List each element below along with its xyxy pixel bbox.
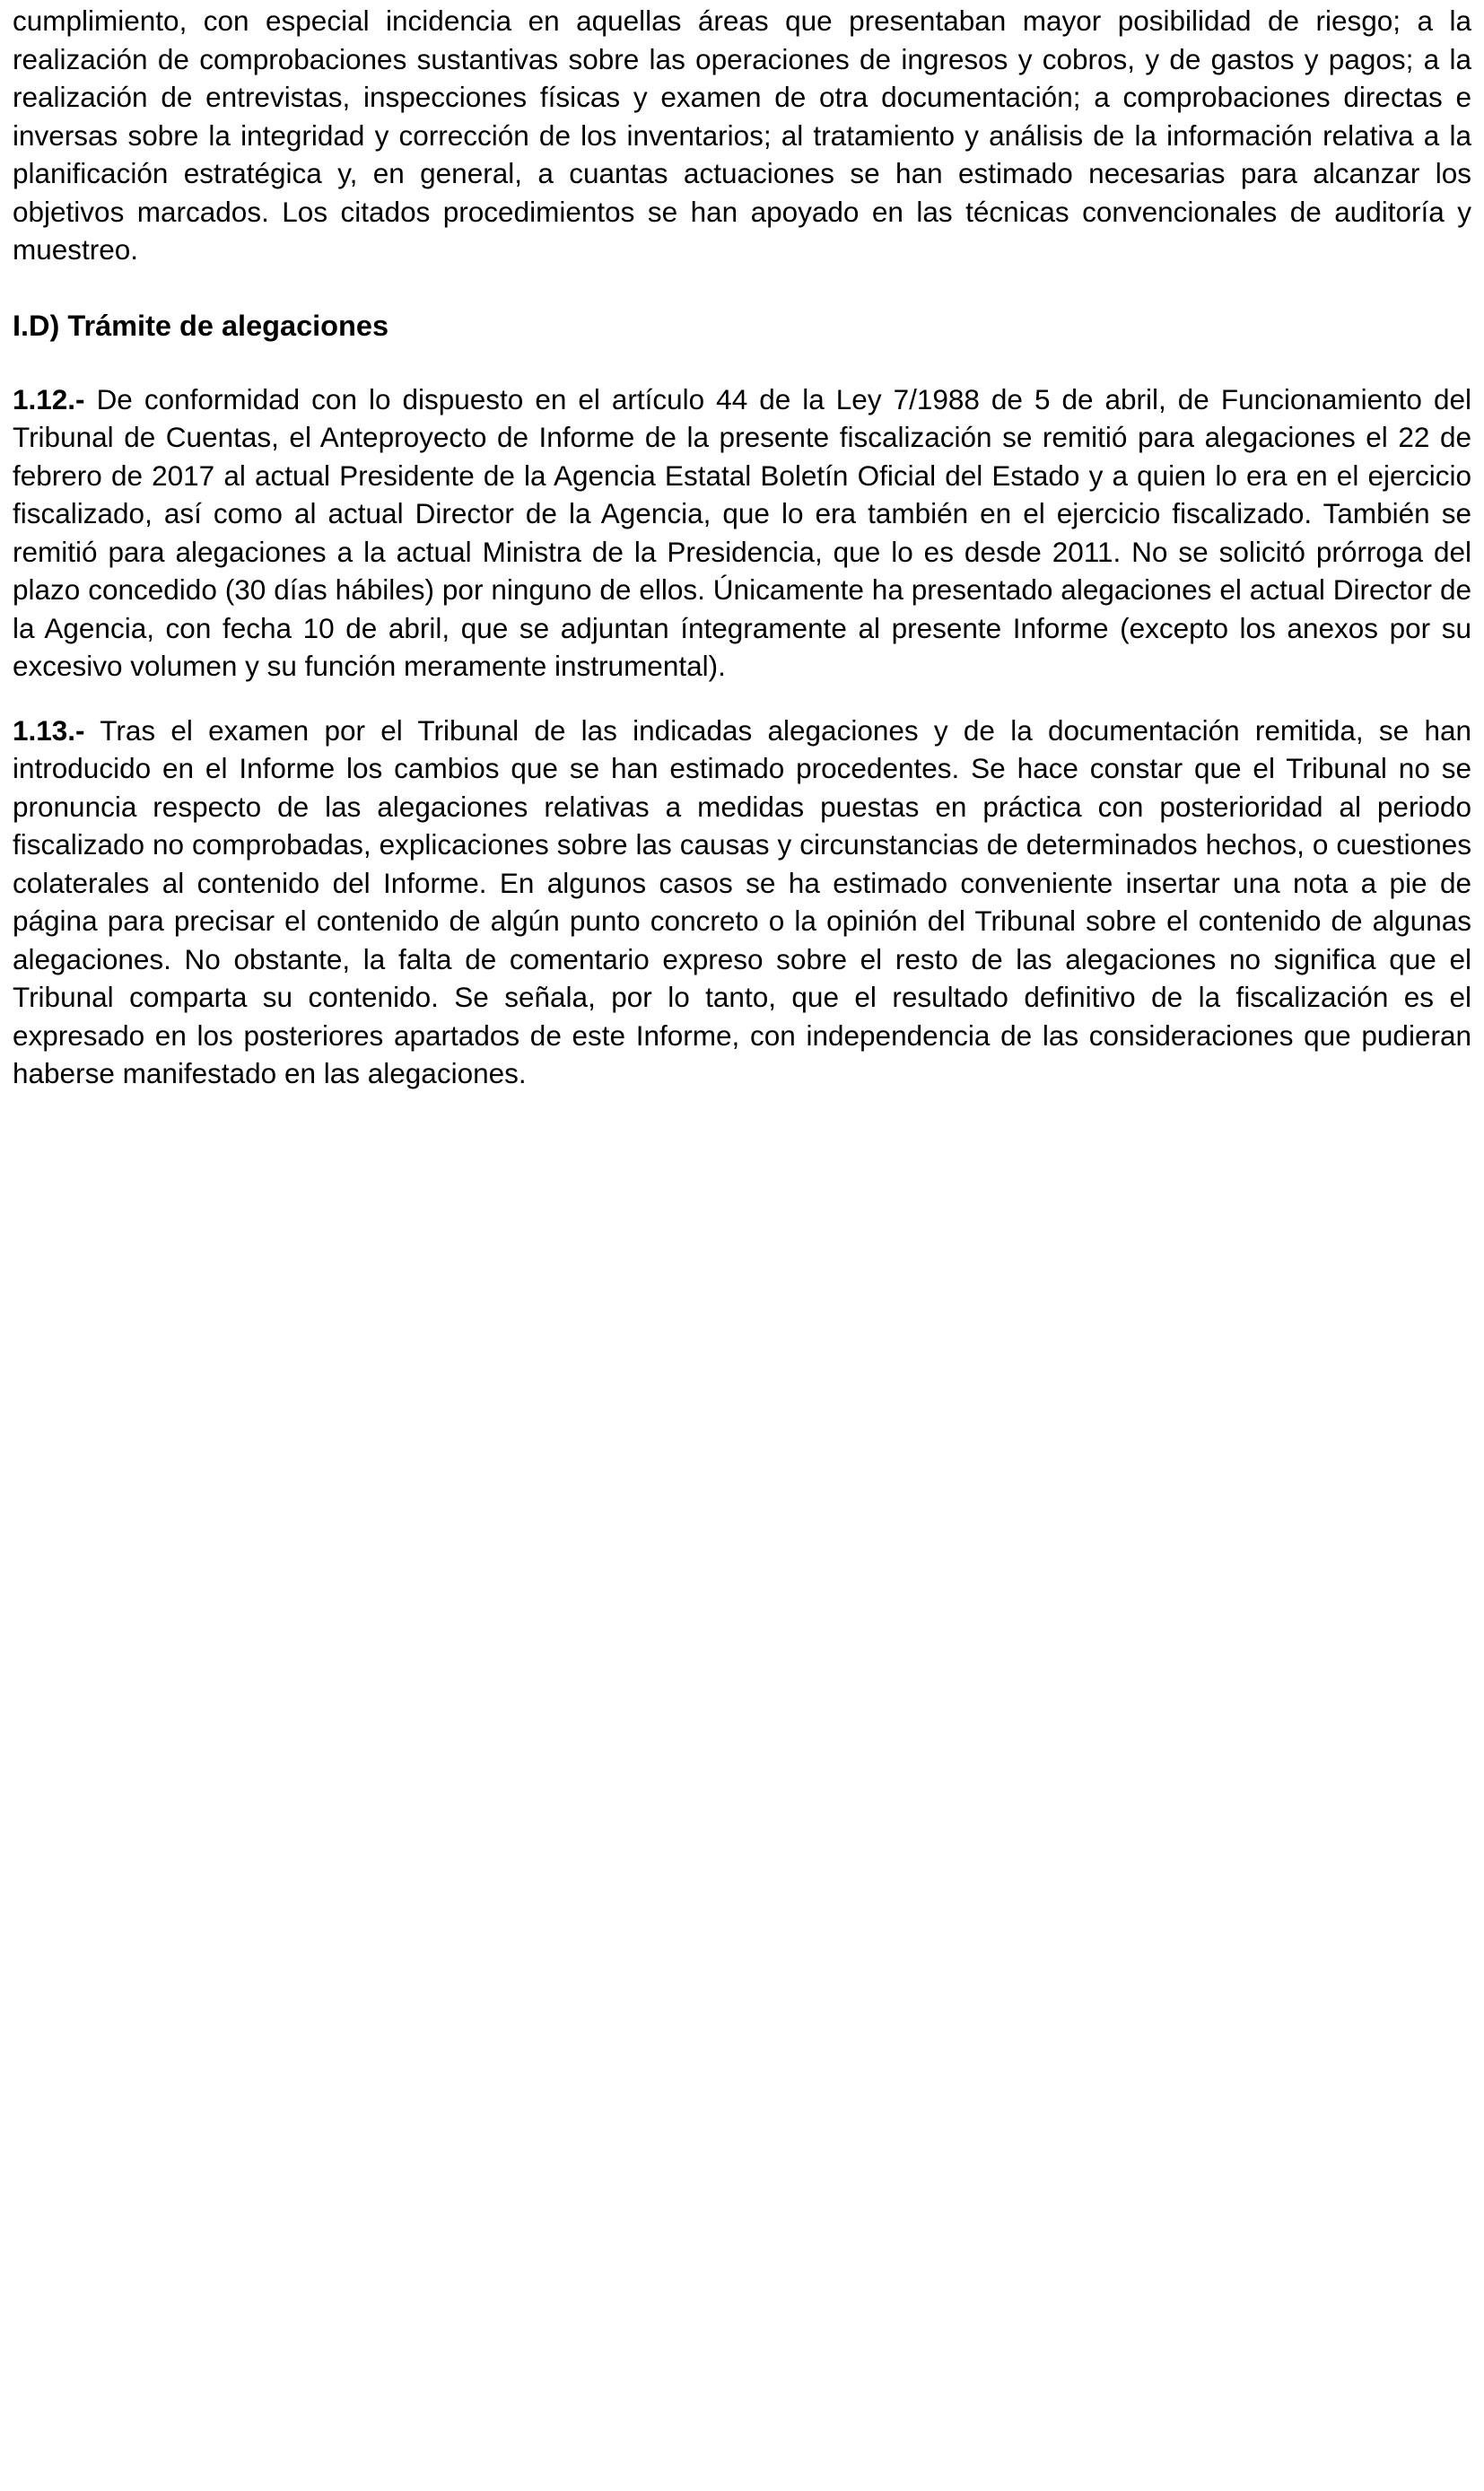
paragraph-1-12: [13, 380, 1471, 686]
paragraph-text: Tras el examen por el Tribunal de las indicadas alegaciones y de la documentación remitida, se han introducido en el Informe los cambios que se han estimado procedentes. Se hace constar que el Tribunal no se pronuncia respecto de las alegaciones relativas a medidas puestas en práctica con posterioridad al periodo fiscalizado no comprobadas, explicaciones sobre las causas y circunstancias de determinados hechos, o cuestiones colaterales al contenido del Informe. En algunos casos se ha estimado conveniente insertar una nota a pie de página para precisar el contenido de algún punto concreto o la opinión del Tribunal sobre el contenido de algunas alegaciones. No obstante, la falta de comentario expreso sobre el resto de las alegaciones no significa que el Tribunal comparta su contenido. Se señala, por lo tanto, que el resultado definitivo de la fiscalización es el expresado en los posteriores apartados de este Informe, con independencia de las consideraciones que pudieran haberse manifestado en las alegaciones.: [13, 713, 1471, 1089]
paragraph-number: 1.13.-: [13, 713, 85, 747]
paragraph-1-13: [13, 712, 1471, 1093]
paragraph-number: 1.12.-: [13, 382, 85, 415]
document-page: [13, 0, 1471, 1093]
intro-paragraph: cumplimiento, con especial incidencia en aquellas áreas que presentaban mayor posibilidad de riesgo; a la realización de comprobaciones sustantivas sobre las operaciones de ingresos y cobros, y de gastos y pagos; a la realización de entrevistas, inspecciones físicas y examen de otra documentación; a comprobaciones directas e inversas sobre la integridad y corrección de los inventarios; al tratamiento y análisis de la información relativa a la planificación estratégica y, en general, a cuantas actuaciones se han estimado necesarias para alcanzar los objetivos marcados. Los citados procedimientos se han apoyado en las técnicas convencionales de auditoría y muestreo.: [13, 4, 1471, 266]
paragraph-text: De conformidad con lo dispuesto en el artículo 44 de la Ley 7/1988 de 5 de abril, de Funcionamiento del Tribunal de Cuentas, el Anteproyecto de Informe de la presente fiscalización se remitió para alegaciones el 22 de febrero de 2017 al actual Presidente de la Agencia Estatal Boletín Oficial del Estado y a quien lo era en el ejercicio fiscalizado, así como al actual Director de la Agencia, que lo era también en el ejercicio fiscalizado. También se remitió para alegaciones a la actual Ministra de la Presidencia, que lo es desde 2011. No se solicitó prórroga del plazo concedido (30 días hábiles) por ninguno de ellos. Únicamente ha presentado alegaciones el actual Director de la Agencia, con fecha 10 de abril, que se adjuntan íntegramente al presente Informe (excepto los anexos por su excesivo volumen y su función meramente instrumental).: [13, 382, 1471, 682]
section-heading: I.D) Trámite de alegaciones: [13, 309, 389, 342]
